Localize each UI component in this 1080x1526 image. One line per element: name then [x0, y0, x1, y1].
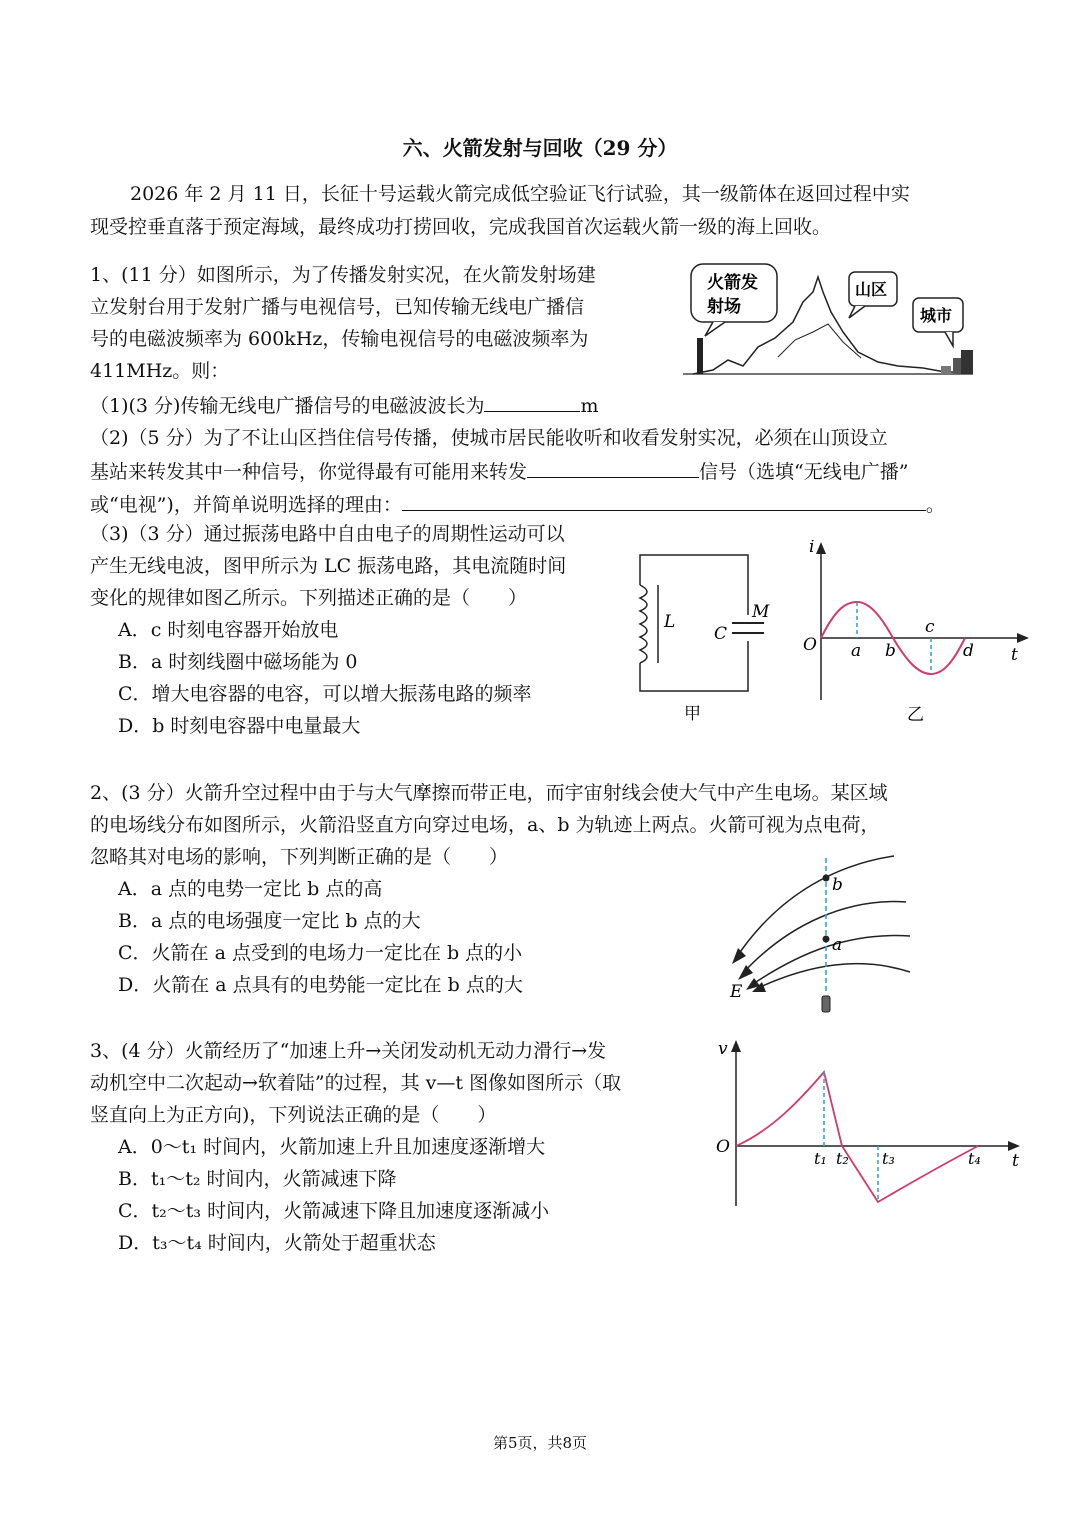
velocity-curve: [736, 1072, 978, 1202]
label-O: O: [803, 635, 817, 655]
intro-line-1: 2026 年 2 月 11 日，长征十号运载火箭完成低空验证飞行试验，其一级箭体在返回过程中实: [130, 183, 910, 205]
q1-option-d[interactable]: D．b 时刻电容器中电量最大: [118, 715, 361, 737]
q3-option-b[interactable]: B．t₁～t₂ 时间内，火箭减速下降: [118, 1168, 397, 1190]
intro-line-2: 现受控垂直落于预定海域，最终成功打捞回收，完成我国首次运载火箭一级的海上回收。: [90, 216, 832, 238]
label-c: c: [925, 617, 935, 637]
q1-part2-line3: [90, 488, 945, 521]
q3-stem-3: 竖直向上为正方向)，下列说法正确的是（ ）: [90, 1104, 497, 1126]
q1-part2-blank-reason[interactable]: [402, 488, 926, 511]
q1-stem-3: 号的电磁波频率为 600kHz，传输电视信号的电磁波频率为: [90, 328, 589, 350]
field-line-3: [750, 935, 910, 986]
q1-option-c[interactable]: C．增大电容器的电容，可以增大振荡电路的频率: [118, 683, 532, 705]
label-t-q3: t: [1012, 1151, 1019, 1171]
q1-stem-4: 411MHz。则：: [90, 360, 230, 382]
q2-stem-3: 忽略其对电场的影响，下列判断正确的是（ ）: [90, 846, 509, 868]
label-t3: t₃: [882, 1149, 895, 1168]
label-C: C: [714, 624, 728, 644]
label-v: v: [718, 1039, 728, 1059]
q1-part3-line2: 产生无线电波，图甲所示为 LC 振荡电路，其电流随时间: [90, 555, 567, 577]
q2-option-a[interactable]: A．a 点的电势一定比 b 点的高: [118, 878, 383, 900]
q3-option-c[interactable]: C．t₂～t₃ 时间内，火箭减速下降且加速度逐渐减小: [118, 1200, 550, 1222]
q1-part2-text-d: 。: [925, 494, 945, 516]
label-t2: t₂: [836, 1149, 849, 1168]
current-time-graph: [795, 540, 1035, 730]
q1-option-a[interactable]: A．c 时刻电容器开始放电: [118, 619, 339, 641]
q1-part3-line3: 变化的规律如图乙所示。下列描述正确的是（ ）: [90, 587, 528, 609]
label-t: t: [1011, 645, 1018, 665]
label-b-point: b: [832, 875, 843, 895]
caption-yi: 乙: [907, 705, 924, 725]
q2-option-d[interactable]: D．火箭在 a 点具有的电势能一定比在 b 点的大: [118, 974, 523, 996]
lc-circuit-figure: [620, 545, 770, 730]
q1-part1-unit: m: [580, 395, 599, 417]
launch-scene-figure: [683, 262, 983, 384]
q3-stem-1: 3、(4 分）火箭经历了“加速上升→关闭发动机无动力滑行→发: [90, 1040, 607, 1062]
label-M: M: [752, 602, 770, 622]
q1-part1-text: （1)(3 分)传输无线电广播信号的电磁波波长为: [90, 395, 485, 417]
q1-part2-text-b: 信号（选填“无线电广播”: [699, 461, 909, 483]
label-t4: t₄: [968, 1149, 981, 1168]
q3-stem-2: 动机空中二次起动→软着陆”的过程，其 v—t 图像如图所示（取: [90, 1072, 622, 1094]
field-line-1: [736, 856, 894, 958]
q1-part2-text-a: 基站来转发其中一种信号，你觉得最有可能用来转发: [90, 461, 528, 483]
bubble-launch-text-2: 射场: [707, 297, 741, 317]
label-E: E: [730, 982, 743, 1002]
page-footer: 第5页，共8页: [492, 1434, 588, 1452]
q1-part2-line2: [90, 455, 908, 488]
bubble-launch-text-1: 火箭发: [707, 273, 758, 293]
q3-option-d[interactable]: D．t₃～t₄ 时间内，火箭处于超重状态: [118, 1232, 436, 1254]
label-a: a: [851, 641, 862, 661]
label-i: i: [809, 540, 815, 557]
point-a: [823, 936, 830, 943]
label-d: d: [963, 641, 974, 661]
caption-jia: 甲: [684, 704, 701, 724]
electric-field-figure: [720, 852, 920, 1018]
velocity-time-graph: [712, 1036, 1032, 1216]
q2-option-c[interactable]: C．火箭在 a 点受到的电场力一定比在 b 点的小: [118, 942, 523, 964]
label-L: L: [664, 612, 676, 632]
q2-option-b[interactable]: B．a 点的电场强度一定比 b 点的大: [118, 910, 421, 932]
q1-stem-2: 立发射台用于发射广播与电视信号，已知传输无线电广播信: [90, 296, 585, 318]
label-t1: t₁: [814, 1149, 827, 1168]
city-building-icon: [961, 350, 973, 374]
q1-part1-blank[interactable]: [484, 389, 580, 412]
label-a-point: a: [832, 935, 843, 955]
q1-stem-1: 1、(11 分）如图所示，为了传播发射实况，在火箭发射场建: [90, 264, 596, 286]
q1-part2-text-c: 或“电视”)，并简单说明选择的理由：: [90, 494, 402, 516]
circuit-loop: [640, 555, 748, 691]
section-title: 六、火箭发射与回收（29 分）: [402, 136, 678, 160]
q2-stem-1: 2、(3 分）火箭升空过程中由于与大气摩擦而带正电，而宇宙射线会使大气中产生电场。某区域: [90, 782, 888, 804]
mountain-ridge: [778, 324, 861, 358]
launch-tower-icon: [697, 338, 703, 374]
q1-part1: [90, 389, 599, 422]
bubble-mountain-text: 山区: [855, 280, 888, 299]
q3-option-a[interactable]: A．0～t₁ 时间内，火箭加速上升且加速度逐渐增大: [118, 1136, 546, 1158]
q1-part3-line1: （3)（3 分）通过振荡电路中自由电子的周期性运动可以: [90, 523, 565, 545]
q1-part2-blank-signal[interactable]: [527, 455, 699, 478]
bubble-city-text: 城市: [920, 306, 953, 325]
q2-stem-2: 的电场线分布如图所示，火箭沿竖直方向穿过电场，a、b 为轨迹上两点。火箭可视为点电荷，: [90, 814, 880, 836]
label-b: b: [885, 641, 896, 661]
q1-part2-line1: （2)（5 分）为了不让山区挡住信号传播，使城市居民能收听和收看发射实况，必须在山顶设立: [90, 427, 888, 449]
rocket-icon: [822, 996, 830, 1012]
q1-option-b[interactable]: B．a 时刻线圈中磁场能为 0: [118, 651, 358, 673]
point-b: [823, 875, 830, 882]
label-O-q3: O: [716, 1137, 730, 1157]
